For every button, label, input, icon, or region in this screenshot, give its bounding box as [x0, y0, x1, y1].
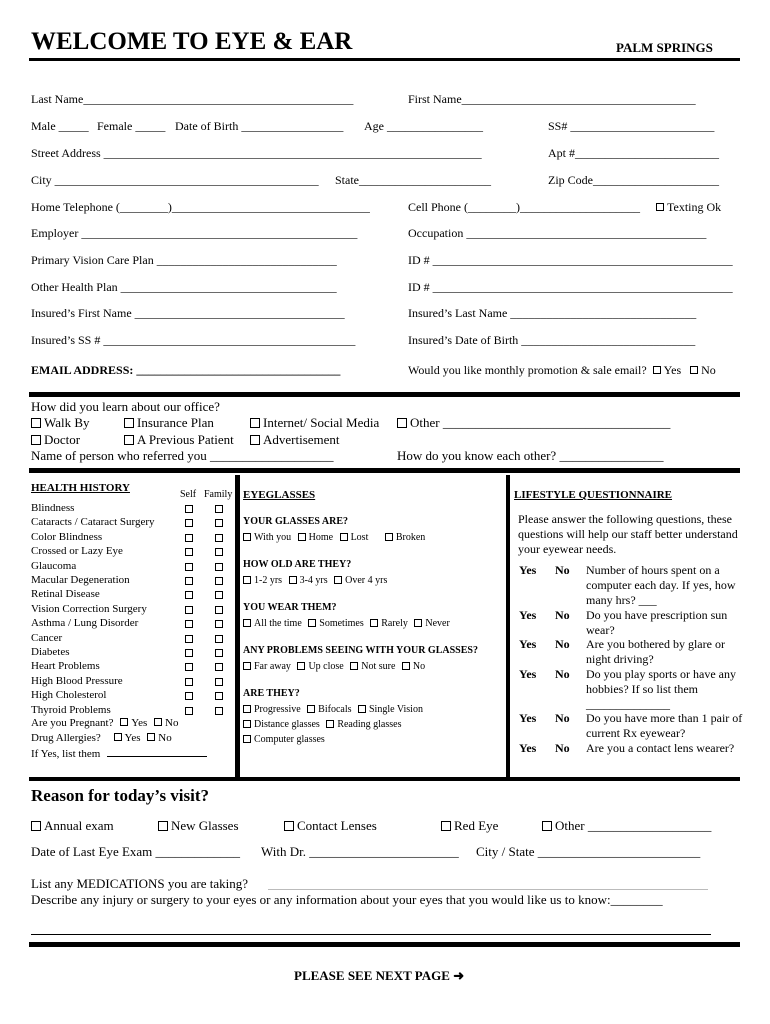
age-field[interactable]: Age ________________ — [364, 119, 483, 133]
health-history-item: Asthma / Lung Disorder — [31, 617, 139, 630]
age-1-2-label: 1-2 yrs — [254, 575, 283, 586]
new-glasses-option[interactable] — [158, 818, 239, 834]
computer-glasses-checkbox[interactable] — [243, 735, 251, 743]
family-checkbox[interactable] — [215, 692, 223, 700]
broken-label: Broken — [395, 532, 426, 543]
insurance-plan-option[interactable] — [124, 415, 214, 431]
pregnant-label: Are you Pregnant? — [31, 717, 114, 729]
self-checkbox[interactable] — [185, 577, 193, 585]
bifocals-label: Bifocals — [318, 704, 352, 715]
lifestyle-question: Do you play sports or have any hobbies? If so list them ______________ — [586, 667, 736, 711]
walk-by-option[interactable] — [31, 415, 90, 431]
age-1-2-checkbox[interactable] — [243, 576, 251, 584]
state-field[interactable]: State______________________ — [335, 173, 491, 187]
up-close-label: Up close — [308, 661, 344, 672]
promo-yes-label: Yes — [663, 363, 682, 377]
promo-no-label: No — [701, 363, 716, 377]
lifestyle-yes-option[interactable]: Yes — [519, 637, 537, 651]
zip-field[interactable]: Zip Code_____________________ — [548, 173, 719, 187]
problems-no-label: No — [412, 661, 426, 672]
visit-other-label: Other ___________________ — [555, 818, 712, 833]
are-they-question: ARE THEY? — [243, 688, 300, 699]
location-label: PALM SPRINGS — [616, 40, 713, 55]
self-checkbox[interactable] — [185, 620, 193, 628]
health-history-item: Heart Problems — [31, 660, 100, 673]
reading-glasses-label: Reading glasses — [337, 719, 402, 730]
rarely-checkbox[interactable] — [370, 619, 378, 627]
self-checkbox[interactable] — [185, 678, 193, 686]
lifestyle-no-option[interactable]: No — [555, 563, 570, 577]
self-checkbox[interactable] — [185, 692, 193, 700]
health-history-item: High Blood Pressure — [31, 674, 123, 687]
never-label: Never — [425, 618, 450, 629]
health-history-item: Crossed or Lazy Eye — [31, 545, 123, 558]
walk-by-label: Walk By — [44, 415, 90, 430]
glasses-are-question: YOUR GLASSES ARE? — [243, 516, 349, 527]
not-sure-label: Not sure — [361, 661, 396, 672]
vision-plan-id-field[interactable]: ID # __________________________________________________ — [408, 253, 733, 267]
health-history-item: Diabetes — [31, 646, 70, 658]
family-checkbox[interactable] — [215, 707, 223, 715]
referral-other-option[interactable] — [397, 415, 670, 431]
section-rule-4 — [29, 942, 740, 947]
advertisement-checkbox[interactable] — [250, 435, 260, 445]
previous-patient-checkbox[interactable] — [124, 435, 134, 445]
all-the-time-label: All the time — [254, 618, 302, 629]
annual-exam-option[interactable] — [31, 818, 114, 834]
self-checkbox[interactable] — [185, 534, 193, 542]
not-sure-checkbox[interactable] — [350, 662, 358, 670]
promo-question-label: Would you like monthly promotion & sale email? — [408, 363, 647, 377]
last-name-field[interactable]: Last Name_____________________________________________ — [31, 92, 354, 106]
allergies-yes-checkbox[interactable] — [114, 733, 122, 741]
texting-ok-checkbox[interactable] — [656, 203, 664, 211]
family-checkbox[interactable] — [215, 519, 223, 527]
insured-last-field[interactable]: Insured’s Last Name _______________________________ — [408, 306, 697, 320]
contact-lenses-label: Contact Lenses — [297, 818, 377, 833]
how-old-question: HOW OLD ARE THEY? — [243, 559, 352, 570]
lifestyle-yes-option[interactable]: Yes — [519, 667, 537, 681]
self-checkbox[interactable] — [185, 663, 193, 671]
doctor-label: Doctor — [44, 432, 81, 447]
city-field[interactable]: City ____________________________________________ — [31, 173, 319, 187]
pregnant-question — [31, 717, 178, 729]
single-vision-checkbox[interactable] — [358, 705, 366, 713]
drug-allergies-question — [31, 732, 172, 744]
lifestyle-yes-option[interactable]: Yes — [519, 563, 537, 577]
never-checkbox[interactable] — [414, 619, 422, 627]
glasses-are-options — [243, 532, 425, 543]
self-checkbox[interactable] — [185, 606, 193, 614]
family-checkbox[interactable] — [215, 548, 223, 556]
distance-glasses-label: Distance glasses — [254, 719, 320, 730]
contact-lenses-checkbox[interactable] — [284, 821, 294, 831]
health-history-item: Thyroid Problems — [31, 703, 111, 716]
lifestyle-yes-option[interactable]: Yes — [519, 711, 537, 725]
are-they-options-2 — [243, 719, 401, 730]
eyeglasses-heading: EYEGLASSES — [243, 489, 316, 501]
health-history-item: Macular Degeneration — [31, 574, 130, 586]
cell-phone-field[interactable]: Cell Phone (________)____________________ — [408, 200, 640, 214]
doctor-checkbox[interactable] — [31, 435, 41, 445]
drug-allergies-label: Drug Allergies? — [31, 732, 101, 744]
broken-checkbox[interactable] — [385, 533, 393, 541]
list-them-line[interactable] — [107, 756, 207, 757]
family-checkbox[interactable] — [215, 577, 223, 585]
visit-other-checkbox[interactable] — [542, 821, 552, 831]
problems-question: ANY PROBLEMS SEEING WITH YOUR GLASSES? — [243, 645, 478, 656]
internet-option[interactable] — [250, 415, 379, 431]
health-history-item: High Cholesterol — [31, 689, 107, 702]
dob-field[interactable]: Date of Birth _________________ — [175, 119, 344, 133]
far-away-checkbox[interactable] — [243, 662, 251, 670]
ss-field[interactable]: SS# ________________________ — [548, 119, 715, 133]
medications-line[interactable] — [268, 889, 708, 890]
last-exam-field[interactable]: Date of Last Eye Exam _____________ — [31, 844, 241, 859]
pregnant-yes-label: Yes — [131, 717, 148, 729]
lifestyle-no-option[interactable]: No — [555, 608, 570, 622]
advertisement-label: Advertisement — [263, 432, 340, 447]
list-them-label: If Yes, list them — [31, 748, 101, 760]
self-checkbox[interactable] — [185, 563, 193, 571]
new-glasses-label: New Glasses — [171, 818, 239, 833]
describe-line[interactable] — [31, 934, 711, 935]
red-eye-checkbox[interactable] — [441, 821, 451, 831]
with-you-label: With you — [254, 532, 292, 543]
insured-first-field[interactable]: Insured’s First Name ___________________________________ — [31, 306, 345, 320]
pregnant-no-checkbox[interactable] — [154, 718, 162, 726]
home-phone-field[interactable]: Home Telephone (________)_________________________________ — [31, 200, 370, 214]
lifestyle-question: Do you have prescription sun wear? — [586, 608, 728, 637]
email-field[interactable]: EMAIL ADDRESS: __________________________________ — [31, 363, 341, 377]
family-checkbox[interactable] — [215, 606, 223, 614]
family-checkbox[interactable] — [215, 591, 223, 599]
insurance-plan-label: Insurance Plan — [137, 415, 214, 430]
with-dr-field[interactable]: With Dr. _______________________ — [261, 844, 459, 859]
family-checkbox[interactable] — [215, 620, 223, 628]
annual-exam-label: Annual exam — [44, 818, 114, 833]
lost-checkbox[interactable] — [340, 533, 348, 541]
next-page-label: PLEASE SEE NEXT PAGE — [294, 968, 450, 983]
previous-patient-option[interactable] — [124, 432, 234, 448]
lifestyle-no-option[interactable]: No — [555, 637, 570, 651]
visit-other-option[interactable] — [542, 818, 711, 834]
family-checkbox[interactable] — [215, 505, 223, 513]
age-over-4-label: Over 4 yrs — [345, 575, 388, 586]
list-them-field[interactable] — [31, 748, 207, 760]
next-page-note — [294, 968, 464, 984]
self-checkbox[interactable] — [185, 649, 193, 657]
medications-label: List any MEDICATIONS you are taking? — [31, 876, 248, 891]
column-divider-2 — [506, 475, 510, 778]
wear-them-options — [243, 618, 450, 629]
pregnant-no-label: No — [165, 717, 179, 729]
texting-ok-label: Texting Ok — [667, 200, 722, 214]
bifocals-checkbox[interactable] — [307, 705, 315, 713]
self-checkbox[interactable] — [185, 519, 193, 527]
progressive-checkbox[interactable] — [243, 705, 251, 713]
health-history-item: Glaucoma — [31, 559, 77, 572]
all-the-time-checkbox[interactable] — [243, 619, 251, 627]
promo-no-checkbox[interactable] — [690, 366, 698, 374]
lifestyle-no-option[interactable]: No — [555, 667, 570, 681]
allergies-no-label: No — [158, 732, 172, 744]
sometimes-checkbox[interactable] — [308, 619, 316, 627]
are-they-options-3 — [243, 734, 325, 745]
home-label: Home — [308, 532, 334, 543]
red-eye-option[interactable] — [441, 818, 498, 834]
page-title: WELCOME TO EYE & EAR — [31, 28, 353, 55]
reading-glasses-checkbox[interactable] — [326, 720, 334, 728]
employer-field[interactable]: Employer ______________________________________________ — [31, 226, 358, 240]
allergies-yes-label: Yes — [124, 732, 141, 744]
single-vision-label: Single Vision — [369, 704, 423, 715]
visit-heading: Reason for today’s visit? — [31, 786, 210, 805]
first-name-field[interactable]: First Name_______________________________________ — [408, 92, 696, 106]
lifestyle-yes-option[interactable]: Yes — [519, 608, 537, 622]
lifestyle-intro: Please answer the following questions, these questions will help our staff better understand your eyewear needs. — [518, 512, 738, 556]
pregnant-yes-checkbox[interactable] — [120, 718, 128, 726]
referral-question: How did you learn about our office? — [31, 399, 220, 414]
self-checkbox[interactable] — [185, 505, 193, 513]
self-checkbox[interactable] — [185, 707, 193, 715]
insured-dob-field[interactable]: Insured’s Date of Birth _____________________________ — [408, 333, 696, 347]
insured-ss-field[interactable]: Insured’s SS # __________________________________________ — [31, 333, 356, 347]
other-plan-id-field[interactable]: ID # __________________________________________________ — [408, 280, 733, 294]
contact-lenses-option[interactable] — [284, 818, 377, 834]
wear-them-question: YOU WEAR THEM? — [243, 602, 337, 613]
referral-other-checkbox[interactable] — [397, 418, 407, 428]
self-column-header: Self — [180, 489, 197, 500]
city-state-field[interactable]: City / State _________________________ — [476, 844, 701, 859]
family-checkbox[interactable] — [215, 635, 223, 643]
family-checkbox[interactable] — [215, 563, 223, 571]
progressive-label: Progressive — [254, 704, 301, 715]
health-history-item: Color Blindness — [31, 530, 103, 543]
previous-patient-label: A Previous Patient — [137, 432, 234, 447]
section-rule-1 — [29, 392, 740, 397]
header-rule — [29, 58, 740, 61]
doctor-option[interactable] — [31, 432, 80, 448]
health-history-item: Blindness — [31, 502, 75, 514]
promo-question — [408, 363, 716, 378]
medications-field[interactable] — [31, 876, 248, 892]
describe-field[interactable]: Describe any injury or surgery to your eyes or any information about your eyes that you would like us to know:________ — [31, 892, 663, 907]
lifestyle-heading: LIFESTYLE QUESTIONNAIRE — [514, 489, 673, 501]
family-checkbox[interactable] — [215, 649, 223, 657]
promo-yes-checkbox[interactable] — [653, 366, 661, 374]
lifestyle-no-option[interactable]: No — [555, 741, 570, 755]
male-field[interactable]: Male _____ — [31, 119, 89, 133]
health-history-item: Cataracts / Cataract Surgery — [31, 516, 155, 529]
lifestyle-question: Are you bothered by glare or night driving? — [586, 637, 725, 666]
with-you-checkbox[interactable] — [243, 533, 251, 541]
referral-other-label: Other ___________________________________ — [410, 415, 671, 430]
sometimes-label: Sometimes — [319, 618, 364, 629]
are-they-options-1 — [243, 704, 423, 715]
self-checkbox[interactable] — [185, 591, 193, 599]
self-checkbox[interactable] — [185, 635, 193, 643]
age-3-4-label: 3-4 yrs — [299, 575, 328, 586]
apt-field[interactable]: Apt #________________________ — [548, 146, 719, 160]
family-checkbox[interactable] — [215, 663, 223, 671]
advertisement-option[interactable] — [250, 432, 340, 448]
distance-glasses-checkbox[interactable] — [243, 720, 251, 728]
lifestyle-question: Do you have more than 1 pair of current Rx eyewear? — [586, 711, 743, 740]
health-history-item: Retinal Disease — [31, 588, 100, 601]
new-glasses-checkbox[interactable] — [158, 821, 168, 831]
annual-exam-checkbox[interactable] — [31, 821, 41, 831]
walk-by-checkbox[interactable] — [31, 418, 41, 428]
family-checkbox[interactable] — [215, 534, 223, 542]
health-history-item: Cancer — [31, 631, 63, 644]
how-know-field[interactable]: How do you know each other? ________________ — [397, 448, 664, 463]
section-rule-3 — [29, 777, 740, 781]
insurance-plan-checkbox[interactable] — [124, 418, 134, 428]
column-divider-1 — [235, 475, 240, 778]
lifestyle-question: Number of hours spent on a computer each day. If yes, how many hrs? ___ — [586, 563, 736, 607]
internet-checkbox[interactable] — [250, 418, 260, 428]
vision-plan-field[interactable]: Primary Vision Care Plan ______________________________ — [31, 253, 337, 267]
female-field[interactable]: Female _____ — [97, 119, 166, 133]
health-history-item: Vision Correction Surgery — [31, 602, 147, 615]
problems-no-checkbox[interactable] — [402, 662, 410, 670]
home-checkbox[interactable] — [298, 533, 306, 541]
health-history-heading: HEALTH HISTORY — [31, 482, 130, 494]
computer-glasses-label: Computer glasses — [254, 734, 325, 745]
far-away-label: Far away — [254, 661, 291, 672]
age-3-4-checkbox[interactable] — [289, 576, 297, 584]
red-eye-label: Red Eye — [454, 818, 499, 833]
arrow-right-icon: ➜ — [453, 968, 465, 983]
texting-ok-option[interactable] — [656, 200, 721, 215]
rarely-label: Rarely — [381, 618, 408, 629]
street-field[interactable]: Street Address _______________________________________________________________ — [31, 146, 482, 160]
up-close-checkbox[interactable] — [297, 662, 305, 670]
problems-options — [243, 661, 425, 672]
other-plan-field[interactable]: Other Health Plan ____________________________________ — [31, 280, 337, 294]
lifestyle-no-option[interactable]: No — [555, 711, 570, 725]
self-checkbox[interactable] — [185, 548, 193, 556]
occupation-field[interactable]: Occupation ________________________________________ — [408, 226, 707, 240]
internet-label: Internet/ Social Media — [263, 415, 380, 430]
lifestyle-yes-option[interactable]: Yes — [519, 741, 537, 755]
referrer-field[interactable]: Name of person who referred you ___________________ — [31, 448, 334, 463]
age-over-4-checkbox[interactable] — [334, 576, 342, 584]
allergies-no-checkbox[interactable] — [147, 733, 155, 741]
family-checkbox[interactable] — [215, 678, 223, 686]
section-rule-2 — [29, 468, 740, 473]
lifestyle-question: Are you a contact lens wearer? — [586, 741, 735, 755]
how-old-options — [243, 575, 387, 586]
family-column-header: Family — [204, 489, 233, 500]
lost-label: Lost — [350, 532, 369, 543]
